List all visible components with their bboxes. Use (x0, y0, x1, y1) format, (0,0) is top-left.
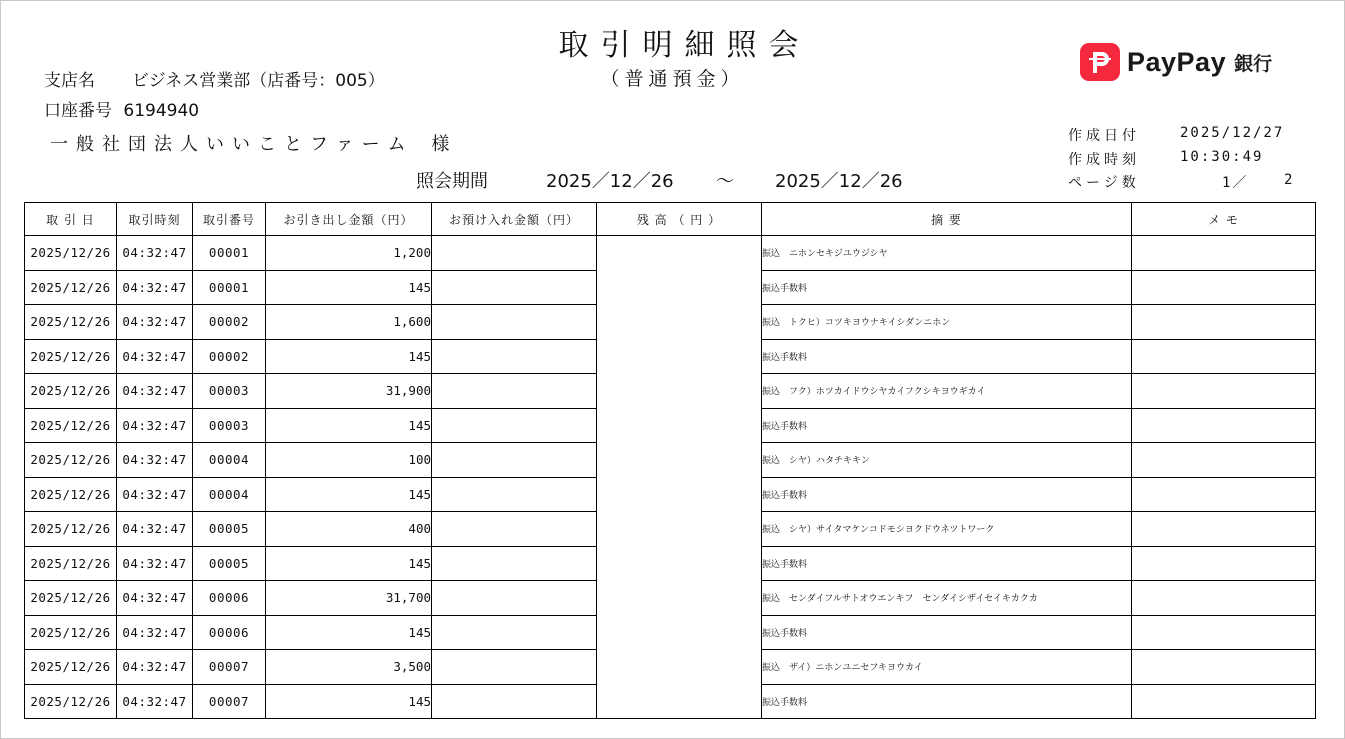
table-header-row (25, 203, 1316, 236)
cell-withdrawal: 145 (266, 615, 432, 650)
cell-deposit (432, 374, 597, 409)
cell-withdrawal: 31,900 (266, 374, 432, 409)
cell-summary: 振込 シヤ）ハタチキキン (762, 443, 1132, 478)
header-number: 取引番号 (193, 203, 266, 236)
cell-number: 00001 (193, 236, 266, 271)
cell-time: 04:32:47 (117, 305, 193, 340)
created-time-label: 作成時刻 (1068, 152, 1140, 168)
cell-memo (1132, 443, 1316, 478)
cell-time: 04:32:47 (117, 581, 193, 616)
cell-memo (1132, 546, 1316, 581)
customer-name: 一般社団法人いいことファーム (50, 134, 414, 155)
period-from: 2025／12／26 (546, 171, 674, 192)
cell-withdrawal: 31,700 (266, 581, 432, 616)
cell-date: 2025/12/26 (25, 684, 117, 719)
cell-time: 04:32:47 (117, 615, 193, 650)
cell-deposit (432, 236, 597, 271)
header-memo: メ モ (1132, 203, 1316, 236)
cell-memo (1132, 512, 1316, 547)
cell-time: 04:32:47 (117, 339, 193, 374)
cell-date: 2025/12/26 (25, 650, 117, 685)
header-summary: 摘 要 (762, 203, 1132, 236)
cell-time: 04:32:47 (117, 684, 193, 719)
cell-deposit (432, 546, 597, 581)
header-time: 取引時刻 (117, 203, 193, 236)
cell-number: 00004 (193, 477, 266, 512)
cell-date: 2025/12/26 (25, 236, 117, 271)
cell-memo (1132, 339, 1316, 374)
customer-honorific: 様 (431, 134, 458, 155)
cell-withdrawal: 145 (266, 408, 432, 443)
cell-deposit (432, 684, 597, 719)
header-deposit: お預け入れ金額（円） (432, 203, 597, 236)
cell-summary: 振込手数料 (762, 339, 1132, 374)
cell-summary: 振込 シヤ）サイタマケンコドモシヨクドウネツトワーク (762, 512, 1132, 547)
document-title: 取引明細照会 (558, 28, 811, 63)
period-to: 2025／12／26 (775, 171, 903, 192)
cell-date: 2025/12/26 (25, 615, 117, 650)
cell-deposit (432, 581, 597, 616)
cell-memo (1132, 650, 1316, 685)
cell-number: 00005 (193, 546, 266, 581)
cell-number: 00006 (193, 581, 266, 616)
paypay-p-icon (1087, 48, 1113, 76)
cell-summary: 振込手数料 (762, 477, 1132, 512)
document-subtitle: （普通預金） (600, 68, 745, 90)
created-date-label: 作成日付 (1068, 128, 1140, 144)
cell-number: 00006 (193, 615, 266, 650)
cell-summary: 振込手数料 (762, 546, 1132, 581)
cell-withdrawal: 145 (266, 684, 432, 719)
cell-time: 04:32:47 (117, 477, 193, 512)
transaction-table (24, 202, 1316, 719)
cell-time: 04:32:47 (117, 270, 193, 305)
cell-summary: 振込手数料 (762, 408, 1132, 443)
cell-memo (1132, 408, 1316, 443)
cell-deposit (432, 615, 597, 650)
cell-number: 00005 (193, 512, 266, 547)
cell-date: 2025/12/26 (25, 339, 117, 374)
paypay-logo-icon (1080, 43, 1120, 81)
cell-summary: 振込手数料 (762, 684, 1132, 719)
cell-memo (1132, 374, 1316, 409)
cell-withdrawal: 1,200 (266, 236, 432, 271)
cell-withdrawal: 100 (266, 443, 432, 478)
cell-deposit (432, 443, 597, 478)
cell-number: 00001 (193, 270, 266, 305)
cell-withdrawal: 3,500 (266, 650, 432, 685)
cell-withdrawal: 145 (266, 339, 432, 374)
account-label: 口座番号 (44, 101, 112, 121)
cell-date: 2025/12/26 (25, 512, 117, 547)
cell-memo (1132, 684, 1316, 719)
branch-label: 支店名 (44, 71, 95, 91)
cell-summary: 振込手数料 (762, 615, 1132, 650)
cell-number: 00002 (193, 305, 266, 340)
cell-memo (1132, 270, 1316, 305)
cell-deposit (432, 512, 597, 547)
cell-withdrawal: 145 (266, 270, 432, 305)
cell-number: 00007 (193, 650, 266, 685)
cell-date: 2025/12/26 (25, 443, 117, 478)
header-balance: 残 高 （ 円 ） (597, 203, 762, 236)
cell-date: 2025/12/26 (25, 305, 117, 340)
cell-withdrawal: 145 (266, 546, 432, 581)
page-count-label: ページ数 (1068, 175, 1140, 191)
period-separator: ～ (716, 171, 734, 192)
cell-deposit (432, 477, 597, 512)
period-label: 照会期間 (416, 171, 488, 192)
cell-number: 00002 (193, 339, 266, 374)
cell-withdrawal: 145 (266, 477, 432, 512)
cell-date: 2025/12/26 (25, 581, 117, 616)
brand-suffix: 銀行 (1234, 52, 1273, 75)
cell-date: 2025/12/26 (25, 477, 117, 512)
page-current: 1／ (1222, 175, 1249, 191)
cell-memo (1132, 581, 1316, 616)
cell-summary: 振込 トクヒ）コツキヨウナキイシダンニホン (762, 305, 1132, 340)
account-number: 6194940 (123, 101, 200, 121)
cell-number: 00003 (193, 374, 266, 409)
page-total: 2 (1284, 172, 1295, 188)
table-row (25, 236, 1316, 271)
paypay-bank-logo (1080, 43, 1272, 81)
created-date: 2025/12/27 (1180, 125, 1285, 141)
cell-date: 2025/12/26 (25, 546, 117, 581)
cell-time: 04:32:47 (117, 236, 193, 271)
cell-number: 00003 (193, 408, 266, 443)
cell-time: 04:32:47 (117, 546, 193, 581)
cell-deposit (432, 650, 597, 685)
cell-summary: 振込 フク）ホツカイドウシヤカイフクシキヨウギカイ (762, 374, 1132, 409)
header-withdrawal: お引き出し金額（円） (266, 203, 432, 236)
account-line (44, 96, 199, 121)
created-time: 10:30:49 (1180, 149, 1264, 165)
cell-date: 2025/12/26 (25, 270, 117, 305)
cell-balance (597, 236, 762, 719)
cell-summary: 振込手数料 (762, 270, 1132, 305)
cell-time: 04:32:47 (117, 512, 193, 547)
cell-date: 2025/12/26 (25, 408, 117, 443)
cell-time: 04:32:47 (117, 650, 193, 685)
cell-deposit (432, 305, 597, 340)
cell-deposit (432, 339, 597, 374)
cell-memo (1132, 236, 1316, 271)
branch-line (44, 66, 385, 91)
cell-summary: 振込 センダイフルサトオウエンキフ センダイシザイセイキカクカ (762, 581, 1132, 616)
cell-deposit (432, 408, 597, 443)
cell-deposit (432, 270, 597, 305)
cell-time: 04:32:47 (117, 374, 193, 409)
cell-number: 00007 (193, 684, 266, 719)
cell-withdrawal: 400 (266, 512, 432, 547)
cell-summary: 振込 ニホンセキジユウジシヤ (762, 236, 1132, 271)
cell-summary: 振込 ザイ）ニホンユニセフキヨウカイ (762, 650, 1132, 685)
cell-memo (1132, 477, 1316, 512)
brand-name: PayPay (1127, 46, 1227, 77)
branch-name: ビジネス営業部（店番号：005） (131, 71, 385, 91)
customer-line (50, 130, 457, 156)
cell-number: 00004 (193, 443, 266, 478)
cell-memo (1132, 615, 1316, 650)
cell-withdrawal: 1,600 (266, 305, 432, 340)
cell-memo (1132, 305, 1316, 340)
cell-time: 04:32:47 (117, 408, 193, 443)
header-date: 取 引 日 (25, 203, 117, 236)
cell-time: 04:32:47 (117, 443, 193, 478)
cell-date: 2025/12/26 (25, 374, 117, 409)
